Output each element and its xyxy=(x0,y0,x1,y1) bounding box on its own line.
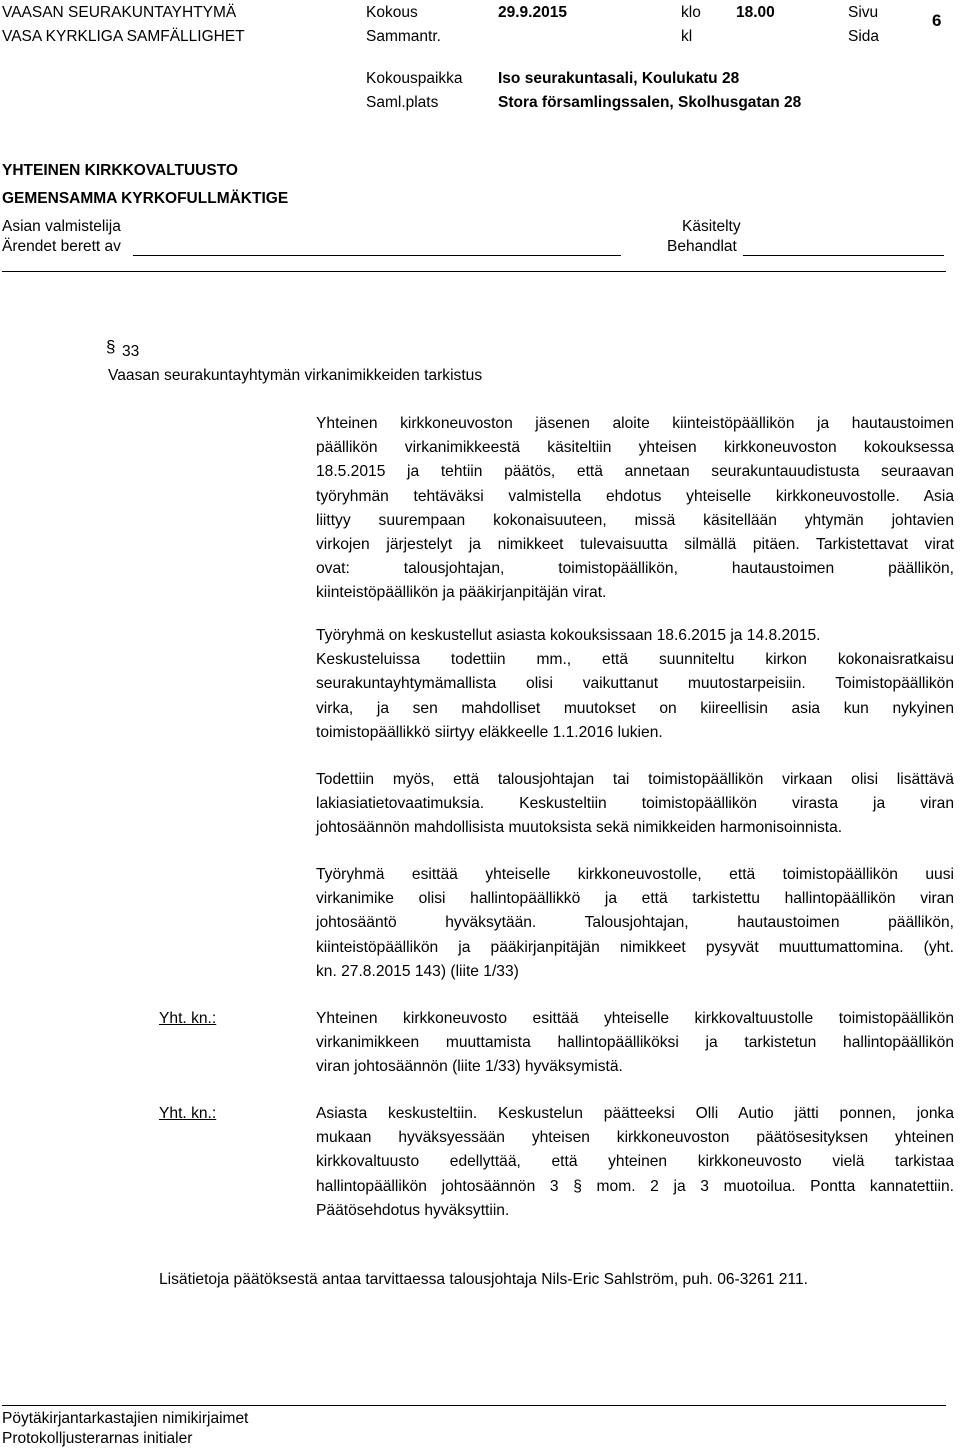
text-line: virkojen järjestelyt ja nimikkeet tulevaisuutta silmällä pitäen. Tarkistettavat virat xyxy=(316,536,954,554)
meeting-place-fi: Iso seurakuntasali, Koulukatu 28 xyxy=(498,70,740,87)
text-line: virkanimikkeen muuttamista hallintopäälliköksi ja tarkistetun hallintopäällikön xyxy=(316,1034,954,1052)
contact-info: Lisätietoja päätöksestä antaa tarvittaessa talousjohtaja Nils-Eric Sahlström, puh. 06-3261 211. xyxy=(159,1271,808,1288)
org-name-sv: VASA KYRKLIGA SAMFÄLLIGHET xyxy=(2,28,245,45)
handled-label-fi: Käsitelty xyxy=(682,218,741,235)
paragraph-working-group xyxy=(316,624,954,745)
text-line: toimistopäällikkö siirtyy eläkkeelle 1.1.2016 lukien. xyxy=(316,723,663,741)
proposal-text xyxy=(316,1007,954,1080)
text-line: Keskusteluissa todettiin mm., että suunniteltu kirkon kokonaisratkaisu xyxy=(316,651,954,669)
handled-label-sv: Behandlat xyxy=(667,238,737,255)
text-line: seurakuntayhtymämallista olisi vaikuttanut muutostarpeisiin. Toimistopäällikön xyxy=(316,675,954,693)
item-title: Vaasan seurakuntayhtymän virkanimikkeiden tarkistus xyxy=(108,367,483,384)
page-label-sv: Sida xyxy=(848,28,880,45)
council-name-sv: GEMENSAMMA KYRKOFULLMÄKTIGE xyxy=(2,190,289,207)
meeting-place-sv: Stora församlingssalen, Skolhusgatan 28 xyxy=(498,94,802,111)
text-line: Työryhmä on keskustellut asiasta kokouksissaan 18.6.2015 ja 14.8.2015. xyxy=(316,627,821,644)
decision-text xyxy=(316,1102,954,1223)
paragraph-requirements xyxy=(316,768,954,841)
text-line: kirkkovaltuusto edellyttää, että yhteinen kirkkoneuvosto vielä tarkistaa xyxy=(316,1153,954,1171)
text-line: työryhmän tehtäväksi valmistella ehdotus yhteiselle kirkkoneuvostolle. Asia xyxy=(316,487,954,505)
decision-label: Yht. kn.: xyxy=(159,1105,217,1122)
text-line: Yhteinen kirkkoneuvosto esittää yhteiselle kirkkovaltuustolle toimistopäällikön xyxy=(316,1010,954,1027)
text-line: Todettiin myös, että talousjohtajan tai toimistopäällikön virkaan olisi lisättävä xyxy=(316,771,954,788)
text-line: virka, ja sen mahdolliset muutokset on kiireellisin asia kun nykyinen xyxy=(316,699,954,717)
text-line: virkanimike olisi hallintopäällikkö ja että tarkistettu hallintopäällikön viran xyxy=(316,890,954,908)
header-divider xyxy=(2,271,946,272)
text-line: kn. 27.8.2015 143) (liite 1/33) xyxy=(316,962,519,980)
text-line: liittyy suurempaan kokonaisuuteen, missä käsitellään yhtymän johtavien xyxy=(316,511,954,529)
footer-signatures-fi: Pöytäkirjantarkastajien nimikirjaimet xyxy=(2,1410,249,1427)
paragraph-proposal-background xyxy=(316,863,954,984)
meeting-date: 29.9.2015 xyxy=(498,4,567,21)
page-number: 6 xyxy=(932,11,942,30)
text-line: 18.5.2015 ja tehtiin päätös, että annetaan seurakuntauudistusta seuraavan xyxy=(316,463,954,481)
text-line: ovat: talousjohtajan, toimistopäällikön, hautaustoimen päällikön, xyxy=(316,560,954,578)
text-line: kiinteistöpäällikön ja pääkirjanpitäjän virat. xyxy=(316,584,607,602)
footer-divider xyxy=(2,1405,946,1406)
meeting-label-sv: Sammantr. xyxy=(366,28,441,45)
item-number: 33 xyxy=(122,343,140,360)
council-name-fi: YHTEINEN KIRKKOVALTUUSTO xyxy=(2,162,238,179)
preparer-label-fi: Asian valmistelija xyxy=(2,218,121,235)
place-label-sv: Saml.plats xyxy=(366,94,439,111)
time-label-sv: kl xyxy=(681,28,693,45)
handled-underline xyxy=(743,255,944,256)
text-line: päällikön virkanimikkeestä käsiteltiin yhteisen kirkkoneuvoston kokouksessa xyxy=(316,439,954,457)
meeting-label-fi: Kokous xyxy=(366,4,418,21)
text-line: johtosäännön mahdollisista muutoksista sekä nimikkeiden harmonisoinnista. xyxy=(316,819,843,837)
page-label-fi: Sivu xyxy=(848,4,879,21)
org-name-fi: VAASAN SEURAKUNTAYHTYMÄ xyxy=(2,4,237,21)
section-symbol: § xyxy=(106,337,116,356)
time-label-fi: klo xyxy=(681,4,701,21)
proposal-label: Yht. kn.: xyxy=(159,1010,217,1027)
text-line: Asiasta keskusteltiin. Keskustelun päätteeksi Olli Autio jätti ponnen, jonka xyxy=(316,1105,954,1122)
text-line: lakiasiatietovaatimuksia. Keskusteltiin toimistopäällikön virasta ja viran xyxy=(316,795,954,813)
preparer-underline xyxy=(133,255,621,256)
text-line: johtosääntö hyväksytään. Talousjohtajan, hautaustoimen päällikön, xyxy=(316,914,954,932)
text-line: hallintopäällikön johtosäännön 3 § mom. 2 ja 3 muotoilua. Pontta kannatettiin. xyxy=(316,1177,954,1195)
text-line: Päätösehdotus hyväksyttiin. xyxy=(316,1201,510,1219)
preparer-label-sv: Ärendet berett av xyxy=(2,238,121,255)
paragraph-background xyxy=(316,412,954,606)
text-line: Yhteinen kirkkoneuvoston jäsenen aloite kiinteistöpäällikön ja hautaustoimen xyxy=(316,415,954,432)
meeting-time: 18.00 xyxy=(736,4,775,21)
text-line: kiinteistöpäällikön ja pääkirjanpitäjän nimikkeet pysyvät muuttumattomina. (yht. xyxy=(316,938,954,956)
text-line: viran johtosäännön (liite 1/33) hyväksymistä. xyxy=(316,1058,623,1076)
footer-signatures-sv: Protokolljusterarnas initialer xyxy=(2,1430,193,1447)
text-line: mukaan hyväksyessään yhteisen kirkkoneuvoston päätösesityksen yhteinen xyxy=(316,1129,954,1147)
place-label-fi: Kokouspaikka xyxy=(366,70,463,87)
text-line: Työryhmä esittää yhteiselle kirkkoneuvostolle, että toimistopäällikön uusi xyxy=(316,866,954,883)
